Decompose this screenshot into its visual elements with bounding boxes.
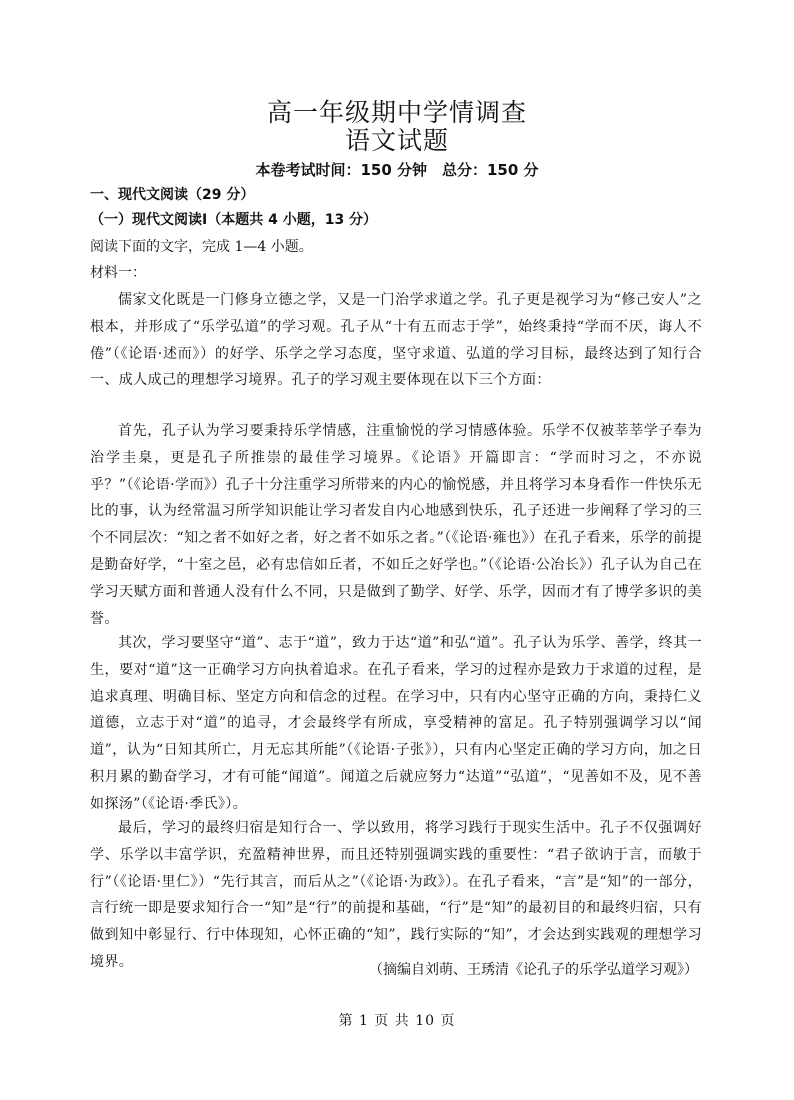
source-citation: （摘编自刘萌、王琇清《论孔子的乐学弘道学习观》） xyxy=(369,962,698,978)
exam-title: 高一年级期中学情调查 xyxy=(266,98,527,127)
page-number: 第 1 页 共 10 页 xyxy=(338,1013,456,1029)
reading-instruction: 阅读下面的文字，完成 1—4 小题。 xyxy=(90,239,313,255)
section-heading: 一、现代文阅读（29 分） xyxy=(90,187,255,203)
paragraph-intro: 儒家文化既是一门修身立德之学，又是一门治学求道之学。孔子更是视学习为“修己安人”之根本，并形成了“乐学弘道”的学习观。孔子从“十有五而志于学”，始终秉持“学而不厌，诲人不倦”（《论语·述而》）的好学、乐学之学习态度，坚守求道、弘道的学习目标，最终达到了知行合一、成人成己的理想学习境界。孔子的学习观主要体现在以下三个方面： xyxy=(90,292,702,389)
paragraph-third-point: 最后，学习的最终归宿是知行合一、学以致用，将学习践行于现实生活中。孔子不仅强调好学、乐学以丰富学识，充盈精神世界，而且还特别强调实践的重要性：“君子欲讷于言，而敏于行”（《论语·里仁》）“先行其言，而后从之”（《论语·为政》）。在孔子看来，“言”是“知”的一部分，言行统一即是要求知行合一“知”是“行”的前提和基础，“行”是“知”的最初目的和最终归宿，只有做到知中彰显行、行中体现知，心怀正确的“知”，践行实际的“知”，才会达到实践观的理想学习境界。 xyxy=(90,820,702,970)
paragraph-first-point: 首先，孔子认为学习要秉持乐学情感，注重愉悦的学习情感体验。乐学不仅被莘莘学子奉为治学圭臬，更是孔子所推崇的最佳学习境界。《论语》开篇即言：“学而时习之，不亦说乎？”（《论语·学而》）孔子十分注重学习所带来的内心的愉悦感，并且将学习本身看作一件快乐无比的事，认为经常温习所学知识能让学习者发自内心地感到快乐，孔子还进一步阐释了学习的三个不同层次：“知之者不如好之者，好之者不如乐之者。”（《论语·雍也》）在孔子看来，乐学的前提是勤奋好学，“十室之邑，必有忠信如丘者，不如丘之好学也。”（《论语·公冶长》）孔子认为自己在学习天赋方面和普通人没有什么不同，只是做到了勤学、好学、乐学，因而才有了博学多识的美誉。 xyxy=(90,423,702,627)
subsection-heading: （一）现代文阅读Ⅰ（本题共 4 小题，13 分） xyxy=(90,212,378,228)
material-label: 材料一： xyxy=(90,265,146,281)
exam-time-and-score: 本卷考试时间：150 分钟 总分：150 分 xyxy=(255,161,539,179)
exam-subject: 语文试题 xyxy=(344,126,449,155)
paragraph-second-point: 其次，学习要坚守“道”、志于“道”，致力于达“道”和弘“道”。孔子认为乐学、善学，终其一生，要对“道”这一正确学习方向执着追求。在孔子看来，学习的过程亦是致力于求道的过程，是追求真理、明确目标、坚定方向和信念的过程。在学习中，只有内心坚守正确的方向，秉持仁义道德，立志于对“道”的追寻，才会最终学有所成，享受精神的富足。孔子特别强调学习以“闻道”，认为“日知其所亡，月无忘其所能”（《论语·子张》），只有内心坚定正确的学习方向，加之日积月累的勤奋学习，才有可能“闻道”。闻道之后就应努力“达道”“弘道”，“见善如不及，见不善如探汤”（《论语·季氏》）。 xyxy=(90,635,702,812)
